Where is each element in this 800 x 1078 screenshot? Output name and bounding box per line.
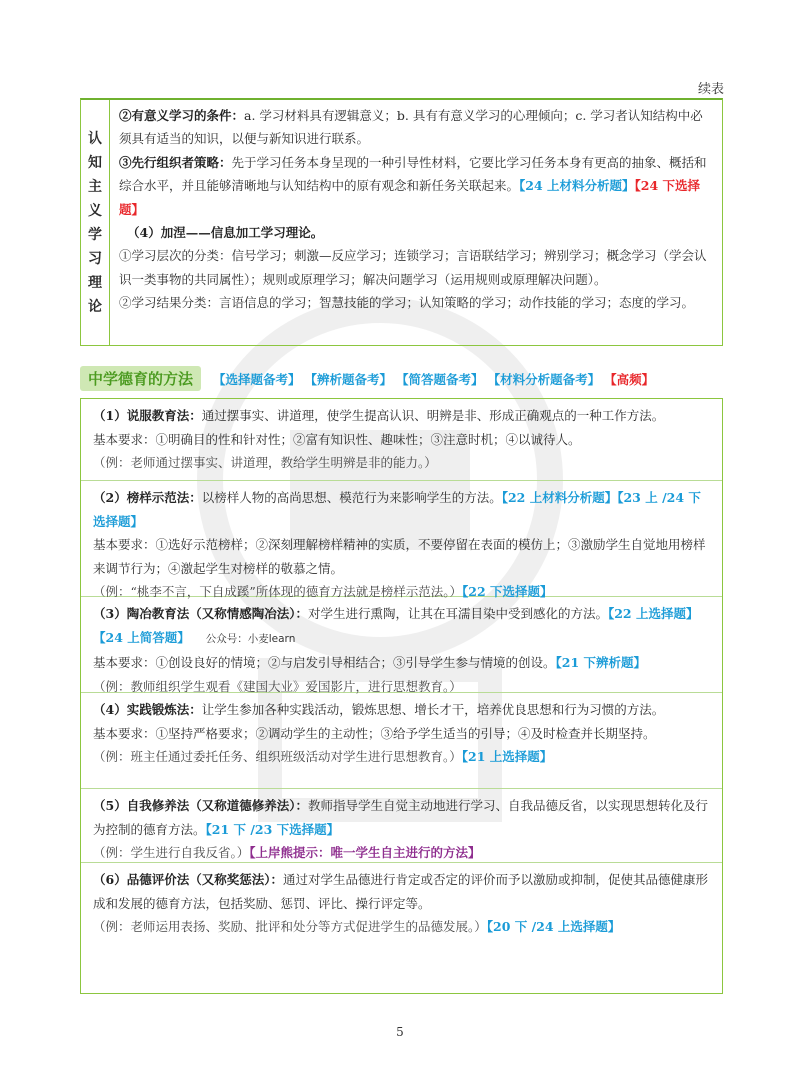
bold-term: ②有意义学习的条件： <box>119 108 245 123</box>
method-line <box>93 794 712 841</box>
method-line <box>93 533 712 580</box>
table-paragraph <box>119 221 714 244</box>
body-text: 让学生参加各种实践活动，锻炼思想、增长才干，培养优良思想和行为习惯的方法。 <box>201 702 665 717</box>
example-text: （例：老师通过摆事实、讲道理，教给学生明辨是非的能力。） <box>93 455 437 470</box>
method-line <box>93 868 712 915</box>
side-label-cognitive-theory <box>81 100 110 345</box>
method-box <box>81 863 722 989</box>
section-tag: 【材料分析题备考】 <box>487 371 601 387</box>
table-paragraph <box>119 151 714 221</box>
section-tag: 【选择题备考】 <box>213 371 301 387</box>
bold-term: （3）陶冶教育法（又称情感陶冶法）： <box>93 606 308 621</box>
method-line <box>93 602 712 651</box>
section-header <box>80 366 658 391</box>
exam-tag: 【22 上材料分析题】【23 上 /24 下选择题】 <box>93 490 701 529</box>
section-tag: 【简答题备考】 <box>396 371 484 387</box>
example-text: （例：班主任通过委托任务、组织班级活动对学生进行思想教育。） <box>93 749 462 764</box>
side-label-char: 学 <box>88 226 102 243</box>
side-label-char: 主 <box>88 178 102 195</box>
exam-tag: 【21 上选择题】 <box>461 749 553 764</box>
side-label-char: 认 <box>88 130 102 147</box>
method-line <box>93 722 712 746</box>
method-line <box>93 451 712 475</box>
exam-tag: 【22 下选择题】 <box>462 584 553 599</box>
bold-term: ③先行组织者策略： <box>119 154 232 170</box>
example-text: （例：“桃李不言，下自成蹊”所体现的德育方法就是榜样示范法。） <box>93 584 463 599</box>
bold-term: （2）榜样示范法： <box>93 490 202 505</box>
body-text: ②学习结果分类：言语信息的学习；智慧技能的学习；认知策略的学习；动作技能的学习；态度的学习。 <box>119 295 695 311</box>
continued-label: 续表 <box>697 82 724 97</box>
bold-term: （4）加涅——信息加工学习理论。 <box>127 225 324 241</box>
method-line <box>93 915 712 939</box>
body-text: 基本要求：①创设良好的情境；②与启发引导相结合；③引导学生参与情境的创设。 <box>93 655 556 670</box>
section-title: 中学德育的方法 <box>80 366 201 391</box>
side-label-char: 义 <box>88 202 102 219</box>
side-label-char: 知 <box>88 154 102 171</box>
body-text: 基本要求：①明确目的性和针对性；②富有知识性、趣味性；③注意时机；④以诚待人。 <box>93 431 581 447</box>
exam-tag: 【22 上选择题】【24 上简答题】 <box>93 606 699 645</box>
section-tag: 【高频】 <box>604 371 655 387</box>
bold-term: （4）实践锻炼法： <box>93 702 202 717</box>
method-box <box>81 399 722 481</box>
account-note: 公众号：小麦learn <box>205 632 296 645</box>
table-body <box>110 100 722 345</box>
method-line <box>93 404 712 428</box>
method-line <box>93 745 712 769</box>
method-line <box>93 486 712 533</box>
page-number: 5 <box>396 1025 404 1039</box>
exam-tag: 【20 下 /24 上选择题】 <box>486 919 621 934</box>
body-text: 先于学习任务本身呈现的一种引导性材料，它要比学习任务本身有更高的抽象、概括和综合水平，并且能够清晰地与认知结构中的原有观念和新任务关联起来。 <box>119 154 707 194</box>
section-tag: 【辨析题备考】 <box>304 371 393 387</box>
exam-tag: 【21 下 /23 下选择题】 <box>205 821 340 837</box>
method-box <box>81 789 722 863</box>
exam-tag: 【21 下辨析题】 <box>555 655 647 670</box>
example-text: （例：老师运用表扬、奖励、批评和处分等方式促进学生的品德发展。） <box>93 919 487 934</box>
body-text: ①学习层次的分类：信号学习；刺激—反应学习；连锁学习；言语联结学习；辨别学习；概念学习（学会认识一类事物的共同属性）；规则或原理学习；解决问题学习（运用规则或原理解决问题）。 <box>119 248 707 287</box>
body-text: 通过摆事实、讲道理，使学生提高认识、明辨是非、形成正确观点的一种工作方法。 <box>201 408 665 423</box>
tip-tag: 【上岸熊提示：唯一学生自主进行的方法】 <box>249 845 481 860</box>
learning-theory-table <box>80 98 723 346</box>
example-text: （例：学生进行自我反省。） <box>93 845 250 860</box>
bold-term: （5）自我修养法（又称道德修养法）： <box>93 798 308 813</box>
body-text: 对学生进行熏陶，让其在耳濡目染中受到感化的方法。 <box>307 606 608 621</box>
side-label-char: 理 <box>88 274 102 291</box>
body-text: 基本要求：①选好示范榜样；②深刻理解榜样精神的实质，不要停留在表面的模仿上；③激励学生自觉地用榜样来调节行为；④激起学生对榜样的敬慕之情。 <box>93 537 706 576</box>
method-line <box>93 698 712 722</box>
bold-term: （6）品德评价法（又称奖惩法）： <box>93 872 283 887</box>
exam-tag: 【24 上材料分析题】 <box>519 178 635 194</box>
body-text: 教师指导学生自觉主动地进行学习、自我品德反省，以实现思想转化及行为控制的德育方法。 <box>93 798 708 837</box>
example-text: （例：教师组织学生观看《建国大业》爱国影片，进行思想教育。） <box>93 678 462 694</box>
method-line <box>93 428 712 452</box>
body-text: 以榜样人物的高尚思想、模范行为来影响学生的方法。 <box>201 490 502 505</box>
method-line <box>93 841 712 865</box>
body-text: 通过对学生品德进行肯定或否定的评价而予以激励或抑制，促使其品德健康形成和发展的德育方法，包括奖励、惩罚、评比、操行评定等。 <box>93 872 708 911</box>
method-box <box>81 481 722 597</box>
body-text: 基本要求：①坚持严格要求；②调动学生的主动性；③给予学生适当的引导；④及时检查并长期坚持。 <box>93 725 656 741</box>
side-label-char: 论 <box>88 298 102 315</box>
side-label-char: 习 <box>88 250 102 267</box>
bold-term: （1）说服教育法： <box>93 408 202 423</box>
table-paragraph <box>119 244 714 291</box>
method-box <box>81 693 722 789</box>
table-paragraph <box>119 104 714 151</box>
body-text: a. 学习材料具有逻辑意义；b. 具有有意义学习的心理倾向；c. 学习者认知结构中必须具有适当的知识，以便与新知识进行联系。 <box>119 108 703 147</box>
method-box <box>81 597 722 693</box>
method-line <box>93 651 712 675</box>
table-paragraph <box>119 291 714 314</box>
moral-education-methods <box>80 398 723 994</box>
exam-tag-red: 【24 下选择题】 <box>119 178 701 217</box>
